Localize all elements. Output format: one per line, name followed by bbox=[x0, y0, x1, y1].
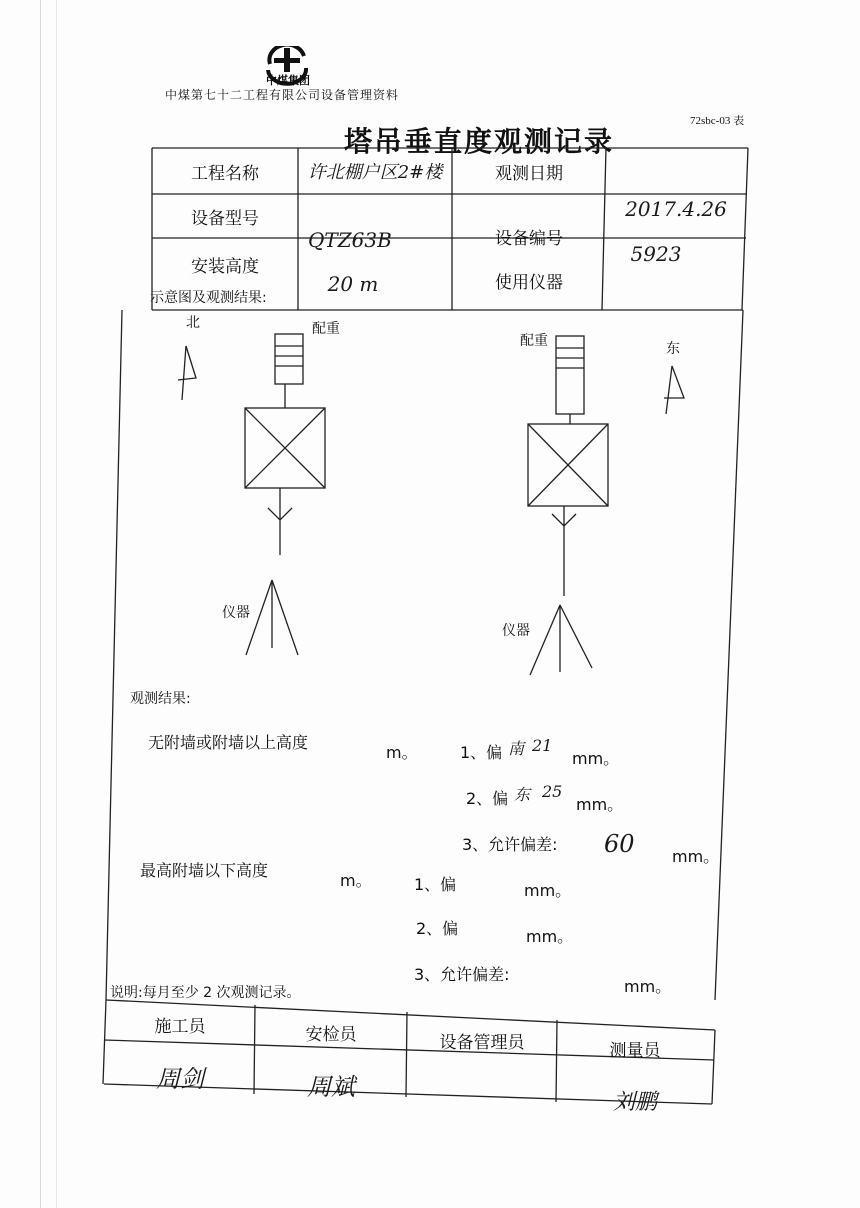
deviation-2-prefix: 2、偏 bbox=[466, 789, 509, 808]
counterweight-right-label: 配重 bbox=[520, 333, 548, 349]
form-number: 72sbc-03 表 bbox=[690, 115, 745, 127]
east-arrow-icon bbox=[664, 366, 684, 414]
project-name-label: 工程名称 bbox=[191, 163, 259, 184]
deviation-2-unit: mm。 bbox=[576, 795, 624, 814]
page-title: 塔吊垂直度观测记录 bbox=[344, 125, 615, 158]
signature-safety-inspector: 周斌 bbox=[307, 1072, 355, 1101]
deviation-1-value: 21 bbox=[532, 736, 553, 755]
instrument-label: 使用仪器 bbox=[495, 272, 563, 293]
deviation-1-prefix: 1、偏 bbox=[460, 743, 503, 762]
unit-m: m。 bbox=[386, 743, 418, 762]
deviation-1-unit: mm。 bbox=[572, 749, 620, 768]
diagram-section-label: 示意图及观测结果: bbox=[150, 290, 267, 306]
allowed-deviation-1-prefix: 3、允许偏差: bbox=[462, 835, 558, 854]
deviation-2-direction: 东 bbox=[514, 785, 531, 804]
allowed-deviation-2-prefix: 3、允许偏差: bbox=[414, 965, 510, 984]
instrument-right-label: 仪器 bbox=[502, 623, 530, 639]
signature-equipment-manager bbox=[408, 1068, 556, 1112]
header-constructor: 施工员 bbox=[154, 1016, 206, 1037]
header-surveyor: 测量员 bbox=[609, 1040, 661, 1061]
device-no-label: 设备编号 bbox=[495, 228, 563, 249]
signature-constructor: 周剑 bbox=[156, 1064, 204, 1093]
device-model-label: 设备型号 bbox=[191, 208, 259, 229]
install-height-label: 安装高度 bbox=[191, 256, 259, 277]
results-label: 观测结果: bbox=[130, 691, 191, 707]
deviation-4-prefix: 2、偏 bbox=[416, 919, 459, 938]
note-text: 说明:每月至少 2 次观测记录。 bbox=[110, 985, 301, 1001]
east-label: 东 bbox=[666, 341, 680, 357]
deviation-1-direction: 南 bbox=[508, 739, 525, 758]
company-line: 中煤第七十二工程有限公司设备管理资料 bbox=[165, 88, 400, 102]
observe-date-value: 2017.4.26 bbox=[625, 197, 727, 221]
north-arrow-icon bbox=[178, 346, 196, 400]
counterweight-left-label: 配重 bbox=[312, 321, 340, 337]
below-wall-height-label: 最高附墙以下高度 bbox=[140, 861, 269, 880]
install-height-value: 20 m bbox=[327, 272, 379, 296]
allowed-deviation-1-value: 60 bbox=[604, 830, 635, 858]
no-wall-height-label: 无附墙或附墙以上高度 bbox=[148, 733, 309, 752]
deviation-4-unit: mm。 bbox=[526, 927, 574, 946]
instrument-left-label: 仪器 bbox=[222, 605, 250, 621]
logo-text: 中煤集团 bbox=[266, 74, 310, 87]
device-model-value: QTZ63B bbox=[308, 228, 392, 252]
header-equipment-manager: 设备管理员 bbox=[439, 1032, 525, 1053]
deviation-2-value: 25 bbox=[542, 782, 563, 801]
project-name-value: 许北棚户区2#楼 bbox=[307, 162, 443, 183]
device-no-value: 5923 bbox=[630, 242, 682, 266]
allowed-deviation-2-unit: mm。 bbox=[624, 977, 672, 996]
unit-m-2: m。 bbox=[340, 871, 372, 890]
deviation-3-prefix: 1、偏 bbox=[414, 875, 457, 894]
allowed-deviation-1-unit: mm。 bbox=[672, 847, 720, 866]
observe-date-label: 观测日期 bbox=[495, 163, 563, 184]
deviation-3-unit: mm。 bbox=[524, 881, 572, 900]
header-safety-inspector: 安检员 bbox=[305, 1024, 357, 1045]
signature-surveyor: 刘鹏 bbox=[612, 1089, 657, 1115]
north-label: 北 bbox=[186, 315, 200, 331]
